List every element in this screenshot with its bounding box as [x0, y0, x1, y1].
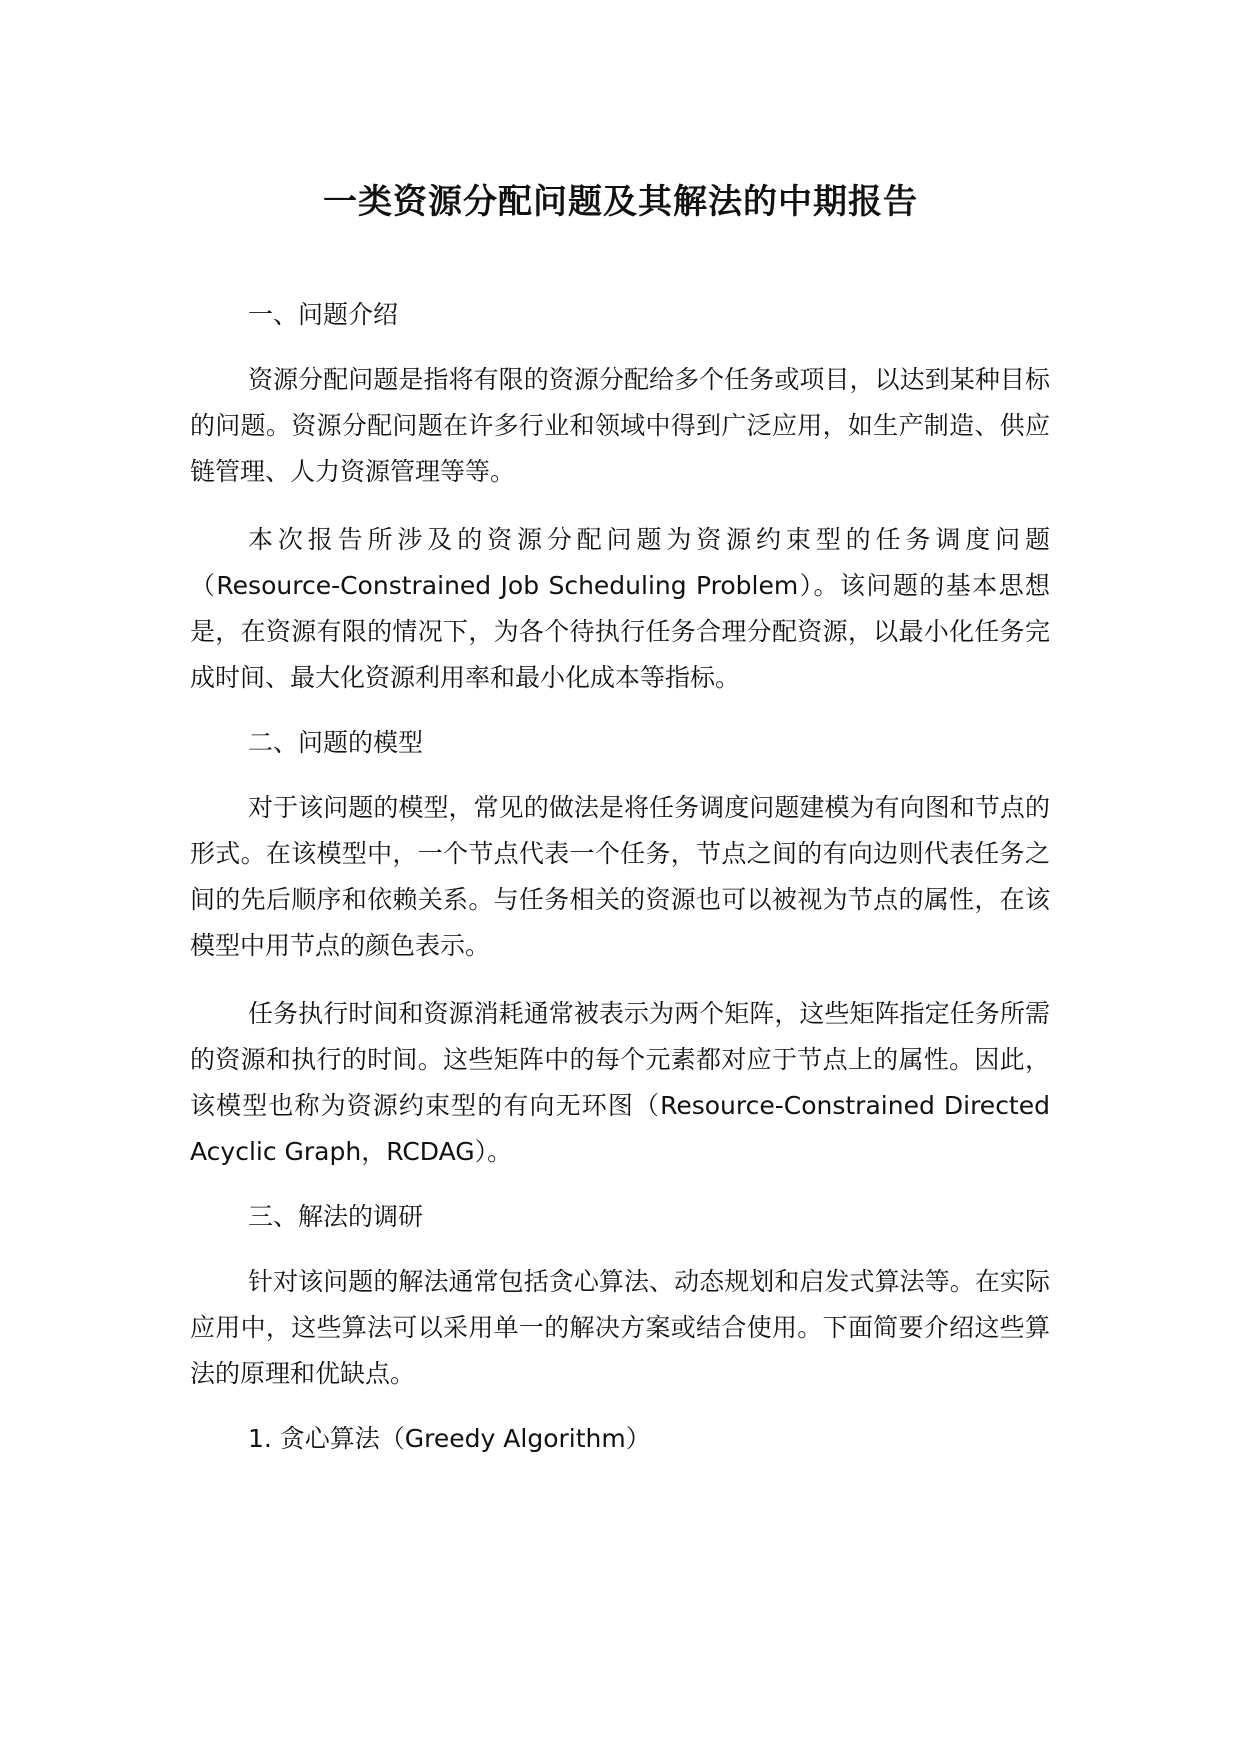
paragraph: 任务执行时间和资源消耗通常被表示为两个矩阵，这些矩阵指定任务所需的资源和执行的时间。这些矩阵中的每个元素都对应于节点上的属性。因此，该模型也称为资源约束型的有向无环图（Resource-Constrained Directed Acyclic Graph，RCDAG）。	[190, 999, 1050, 1166]
paragraph: 资源分配问题是指将有限的资源分配给多个任务或项目，以达到某种目标的问题。资源分配问题在许多行业和领域中得到广泛应用，如生产制造、供应链管理、人力资源管理等等。	[190, 365, 1050, 486]
paragraph: 本次报告所涉及的资源分配问题为资源约束型的任务调度问题（Resource-Constrained Job Scheduling Problem）。该问题的基本思想是，在资源有限的情况下，为各个待执行任务合理分配资源，以最小化任务完成时间、最大化资源利用率和最小化成本等指标。	[190, 525, 1050, 692]
section-heading-model: 二、问题的模型	[248, 728, 424, 757]
subheading-greedy: 1. 贪心算法（Greedy Algorithm）	[248, 1424, 651, 1453]
document-body	[190, 295, 1050, 1481]
section-heading-intro: 一、问题介绍	[248, 300, 399, 329]
paragraph: 针对该问题的解法通常包括贪心算法、动态规划和启发式算法等。在实际应用中，这些算法可以采用单一的解决方案或结合使用。下面简要介绍这些算法的原理和优缺点。	[190, 1267, 1050, 1388]
document-title: 一类资源分配问题及其解法的中期报告	[323, 182, 918, 222]
paragraph: 对于该问题的模型，常见的做法是将任务调度问题建模为有向图和节点的形式。在该模型中，一个节点代表一个任务，节点之间的有向边则代表任务之间的先后顺序和依赖关系。与任务相关的资源也可以被视为节点的属性，在该模型中用节点的颜色表示。	[190, 793, 1050, 960]
section-heading-methods: 三、解法的调研	[248, 1202, 424, 1231]
